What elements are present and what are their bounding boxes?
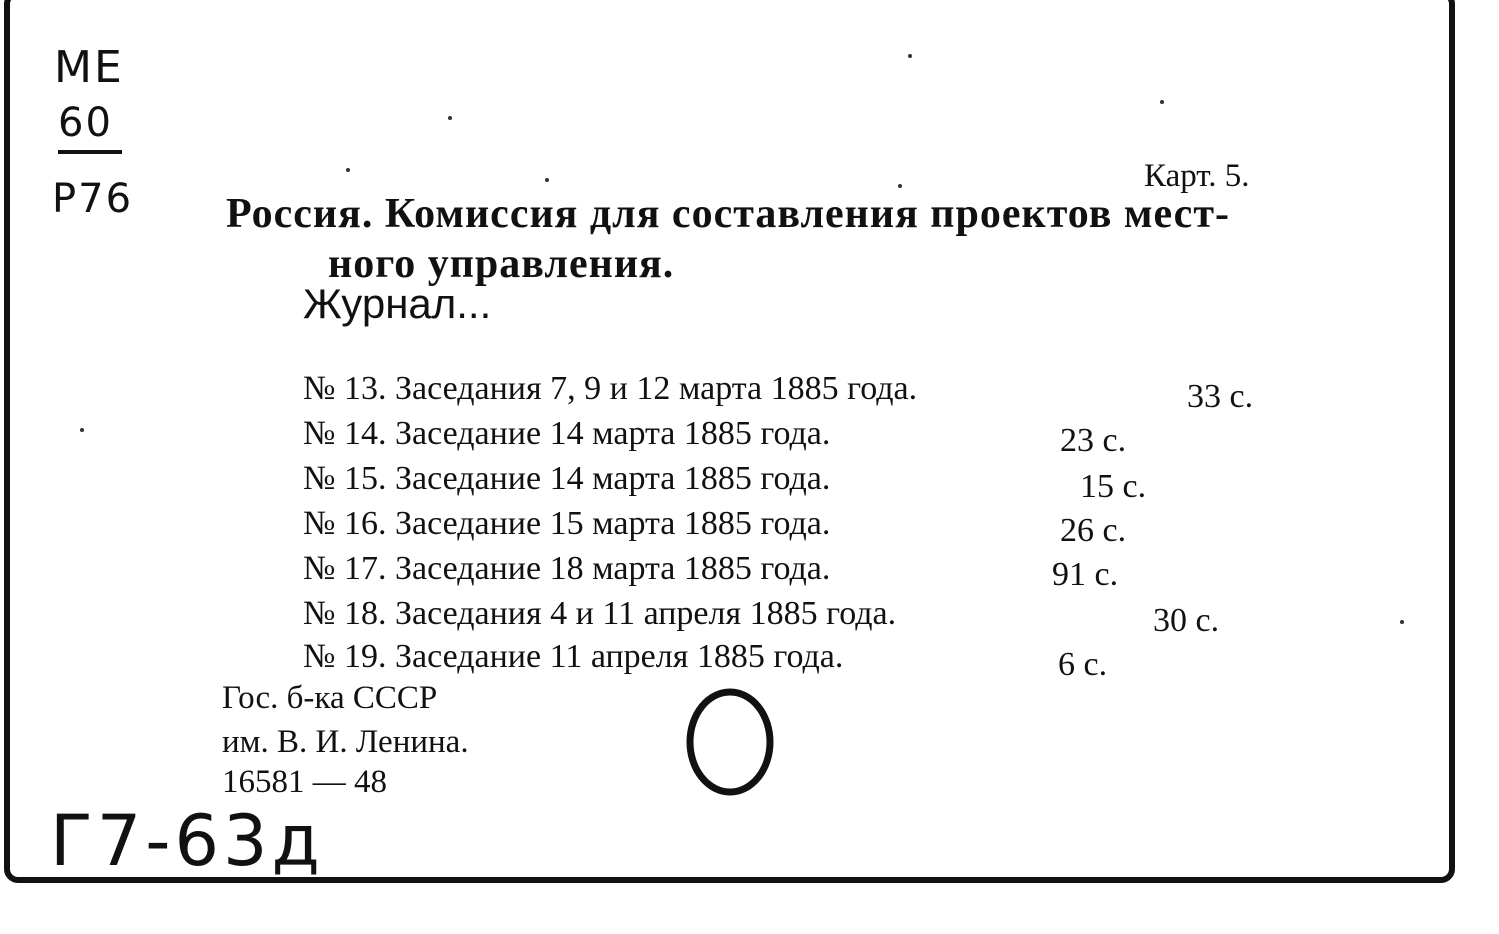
scan-speck — [545, 178, 549, 182]
entry-pages: 6 с. — [1058, 646, 1108, 683]
scan-speck — [448, 116, 452, 120]
entry-pages: 91 с. — [1052, 556, 1119, 593]
card-number: Карт. 5. — [1144, 158, 1250, 194]
scan-speck — [908, 54, 912, 58]
entry-pages: 26 с. — [1060, 512, 1127, 549]
scan-speck — [80, 428, 84, 432]
heading-line2: ного управления. — [328, 241, 675, 287]
scan-speck — [1160, 100, 1164, 104]
call-number-line2: 60 — [58, 100, 113, 146]
entry-pages: 33 с. — [1187, 378, 1254, 415]
handwritten-code: Г7-63д — [50, 800, 324, 882]
entry-text: № 13. Заседания 7, 9 и 12 марта 1885 года. — [303, 370, 918, 407]
entry-text: № 17. Заседание 18 марта 1885 года. — [303, 550, 831, 587]
entry-pages: 15 с. — [1080, 468, 1147, 505]
entry-text: № 19. Заседание 11 апреля 1885 года. — [303, 638, 844, 675]
library-line1: Гос. б-ка СССР — [222, 680, 438, 716]
heading-line1: Россия. Комиссия для составления проектов мест- — [226, 191, 1230, 237]
entry-text: № 16. Заседание 15 марта 1885 года. — [303, 505, 831, 542]
entry-text: № 14. Заседание 14 марта 1885 года. — [303, 415, 831, 452]
call-number-divider — [58, 150, 122, 154]
scan-speck — [898, 184, 902, 188]
scan-speck — [346, 168, 350, 172]
call-number-line3: P76 — [52, 176, 134, 222]
card-hole — [686, 688, 774, 796]
library-line3: 16581 — 48 — [222, 764, 387, 800]
subtitle: Журнал... — [303, 280, 492, 327]
entry-text: № 18. Заседания 4 и 11 апреля 1885 года. — [303, 595, 897, 632]
entry-text: № 15. Заседание 14 марта 1885 года. — [303, 460, 831, 497]
entry-pages: 23 с. — [1060, 422, 1127, 459]
scan-speck — [1400, 620, 1404, 624]
entry-pages: 30 с. — [1153, 602, 1220, 639]
call-number-line1: ME — [54, 42, 124, 93]
library-line2: им. В. И. Ленина. — [222, 724, 469, 760]
